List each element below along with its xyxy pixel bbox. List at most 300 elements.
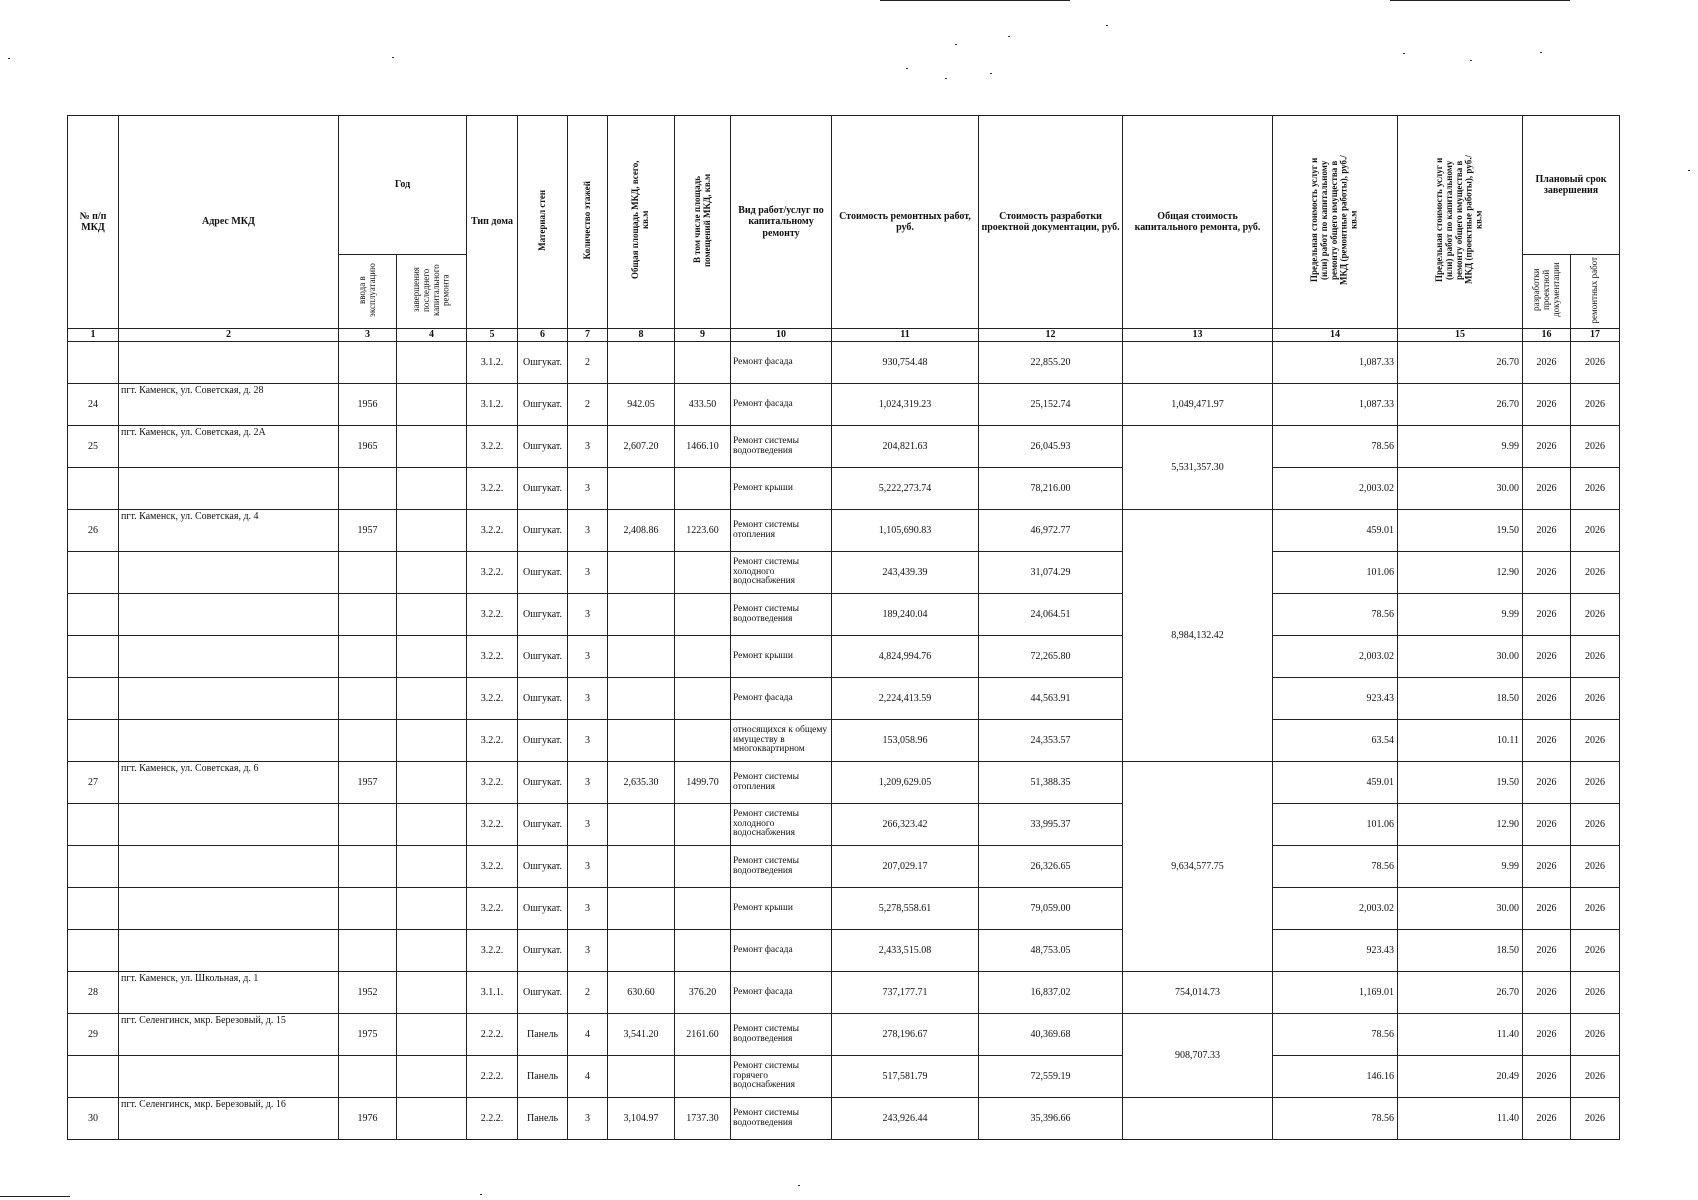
term-project-cell: 2026 xyxy=(1523,468,1571,510)
row-number-cell xyxy=(68,720,119,762)
limit-project-cell: 26.70 xyxy=(1398,342,1523,384)
table-row xyxy=(68,1098,1620,1140)
year-last-repair-cell xyxy=(397,636,467,678)
table-row xyxy=(68,342,1620,384)
wall-material-cell: Ошгукат. xyxy=(518,930,568,972)
total-area-cell: 2,635.30 xyxy=(608,762,675,804)
project-cost-cell: 72,265.80 xyxy=(979,636,1123,678)
term-project-cell: 2026 xyxy=(1523,1014,1571,1056)
term-project-cell: 2026 xyxy=(1523,804,1571,846)
total-area-cell xyxy=(608,342,675,384)
year-last-repair-cell xyxy=(397,384,467,426)
project-cost-cell: 46,972.77 xyxy=(979,510,1123,552)
table-row xyxy=(68,384,1620,426)
column-number: 14 xyxy=(1273,329,1398,342)
row-number-cell xyxy=(68,888,119,930)
premises-area-cell: 2161.60 xyxy=(675,1014,731,1056)
project-cost-cell: 78,216.00 xyxy=(979,468,1123,510)
total-area-cell xyxy=(608,888,675,930)
limit-repair-cell: 78.56 xyxy=(1273,594,1398,636)
project-cost-cell: 24,353.57 xyxy=(979,720,1123,762)
row-number-cell xyxy=(68,468,119,510)
year-commission-cell xyxy=(339,636,397,678)
limit-project-cell: 10.11 xyxy=(1398,720,1523,762)
limit-repair-cell: 2,003.02 xyxy=(1273,888,1398,930)
scan-speck xyxy=(798,1185,800,1186)
column-number: 1 xyxy=(68,329,119,342)
repair-cost-cell: 243,439.39 xyxy=(832,552,979,594)
address-cell xyxy=(119,1056,339,1098)
scan-speck xyxy=(8,58,10,59)
total-cost-cell xyxy=(1123,1098,1273,1140)
term-repair-cell: 2026 xyxy=(1571,384,1620,426)
limit-project-cell: 12.90 xyxy=(1398,552,1523,594)
address-cell xyxy=(119,342,339,384)
project-cost-cell: 16,837.02 xyxy=(979,972,1123,1014)
repair-cost-cell: 266,323.42 xyxy=(832,804,979,846)
house-type-cell: 3.2.2. xyxy=(467,510,518,552)
column-number: 2 xyxy=(119,329,339,342)
work-type-cell: Ремонт крыши xyxy=(731,888,832,930)
column-number: 3 xyxy=(339,329,397,342)
row-number-cell: 26 xyxy=(68,510,119,552)
scan-edge-line xyxy=(0,1196,70,1197)
limit-repair-cell: 2,003.02 xyxy=(1273,468,1398,510)
year-last-repair-cell xyxy=(397,930,467,972)
total-area-cell xyxy=(608,846,675,888)
repair-cost-cell: 2,433,515.08 xyxy=(832,930,979,972)
repair-cost-cell: 207,029.17 xyxy=(832,846,979,888)
row-number-cell: 24 xyxy=(68,384,119,426)
header-term-project: разработки проектной документации xyxy=(1523,255,1571,329)
limit-project-cell: 19.50 xyxy=(1398,510,1523,552)
work-type-cell: Ремонт системы водоотведения xyxy=(731,846,832,888)
total-area-cell xyxy=(608,678,675,720)
table-row xyxy=(68,720,1620,762)
term-project-cell: 2026 xyxy=(1523,342,1571,384)
work-type-cell: Ремонт системы отопления xyxy=(731,510,832,552)
term-repair-cell: 2026 xyxy=(1571,888,1620,930)
year-commission-cell: 1965 xyxy=(339,426,397,468)
floors-cell: 3 xyxy=(568,930,608,972)
term-repair-cell: 2026 xyxy=(1571,1056,1620,1098)
header-limit-project: Предельная стоимость услуг и (или) работ по капитальному ремонту общего имущества в МКД (проектные работы), руб./кв.м xyxy=(1398,116,1523,329)
term-repair-cell: 2026 xyxy=(1571,972,1620,1014)
house-type-cell: 3.2.2. xyxy=(467,804,518,846)
total-cost-cell: 908,707.33 xyxy=(1123,1014,1273,1098)
repair-cost-cell: 153,058.96 xyxy=(832,720,979,762)
term-project-cell: 2026 xyxy=(1523,552,1571,594)
wall-material-cell: Панель xyxy=(518,1014,568,1056)
scan-speck xyxy=(1403,53,1405,54)
address-cell xyxy=(119,468,339,510)
row-number-cell xyxy=(68,552,119,594)
project-cost-cell: 44,563.91 xyxy=(979,678,1123,720)
term-project-cell: 2026 xyxy=(1523,510,1571,552)
total-area-cell: 2,607.20 xyxy=(608,426,675,468)
limit-project-cell: 26.70 xyxy=(1398,384,1523,426)
scan-speck xyxy=(392,57,394,58)
wall-material-cell: Ошгукат. xyxy=(518,468,568,510)
column-number: 8 xyxy=(608,329,675,342)
floors-cell: 3 xyxy=(568,468,608,510)
floors-cell: 3 xyxy=(568,552,608,594)
work-type-cell: Ремонт крыши xyxy=(731,468,832,510)
header-row-number: № п/п МКД xyxy=(68,116,119,329)
limit-repair-cell: 78.56 xyxy=(1273,846,1398,888)
row-number-cell: 27 xyxy=(68,762,119,804)
capital-repair-table-wrap xyxy=(67,115,1619,1140)
premises-area-cell xyxy=(675,636,731,678)
year-commission-cell xyxy=(339,342,397,384)
scan-speck xyxy=(945,78,947,79)
year-last-repair-cell xyxy=(397,1098,467,1140)
term-repair-cell: 2026 xyxy=(1571,342,1620,384)
term-repair-cell: 2026 xyxy=(1571,426,1620,468)
house-type-cell: 3.1.1. xyxy=(467,972,518,1014)
limit-project-cell: 9.99 xyxy=(1398,846,1523,888)
column-number: 9 xyxy=(675,329,731,342)
repair-cost-cell: 737,177.71 xyxy=(832,972,979,1014)
year-last-repair-cell xyxy=(397,762,467,804)
project-cost-cell: 40,369.68 xyxy=(979,1014,1123,1056)
house-type-cell: 2.2.2. xyxy=(467,1056,518,1098)
wall-material-cell: Ошгукат. xyxy=(518,342,568,384)
total-area-cell: 3,541.20 xyxy=(608,1014,675,1056)
floors-cell: 3 xyxy=(568,720,608,762)
term-project-cell: 2026 xyxy=(1523,720,1571,762)
table-row xyxy=(68,804,1620,846)
wall-material-cell: Панель xyxy=(518,1056,568,1098)
wall-material-cell: Ошгукат. xyxy=(518,594,568,636)
floors-cell: 3 xyxy=(568,846,608,888)
house-type-cell: 3.1.2. xyxy=(467,342,518,384)
table-row xyxy=(68,762,1620,804)
column-number: 11 xyxy=(832,329,979,342)
work-type-cell: Ремонт системы холодного водоснабжения xyxy=(731,804,832,846)
total-cost-cell: 1,049,471.97 xyxy=(1123,384,1273,426)
limit-repair-cell: 101.06 xyxy=(1273,552,1398,594)
column-number: 7 xyxy=(568,329,608,342)
limit-project-cell: 12.90 xyxy=(1398,804,1523,846)
project-cost-cell: 79,059.00 xyxy=(979,888,1123,930)
house-type-cell: 2.2.2. xyxy=(467,1014,518,1056)
repair-cost-cell: 1,024,319.23 xyxy=(832,384,979,426)
work-type-cell: Ремонт фасада xyxy=(731,384,832,426)
house-type-cell: 3.2.2. xyxy=(467,762,518,804)
total-area-cell xyxy=(608,930,675,972)
repair-cost-cell: 2,224,413.59 xyxy=(832,678,979,720)
limit-repair-cell: 459.01 xyxy=(1273,762,1398,804)
term-project-cell: 2026 xyxy=(1523,888,1571,930)
term-project-cell: 2026 xyxy=(1523,1098,1571,1140)
limit-repair-cell: 459.01 xyxy=(1273,510,1398,552)
work-type-cell: Ремонт фасада xyxy=(731,972,832,1014)
wall-material-cell: Ошгукат. xyxy=(518,636,568,678)
table-row xyxy=(68,972,1620,1014)
limit-project-cell: 19.50 xyxy=(1398,762,1523,804)
project-cost-cell: 24,064.51 xyxy=(979,594,1123,636)
scan-edge-line xyxy=(880,0,1070,1)
limit-repair-cell: 923.43 xyxy=(1273,678,1398,720)
year-commission-cell: 1957 xyxy=(339,762,397,804)
table-row xyxy=(68,678,1620,720)
work-type-cell: Ремонт системы отопления xyxy=(731,762,832,804)
capital-repair-table xyxy=(67,115,1620,1140)
table-row xyxy=(68,846,1620,888)
table-row xyxy=(68,888,1620,930)
floors-cell: 3 xyxy=(568,594,608,636)
total-area-cell xyxy=(608,468,675,510)
wall-material-cell: Ошгукат. xyxy=(518,972,568,1014)
term-project-cell: 2026 xyxy=(1523,1056,1571,1098)
project-cost-cell: 26,045.93 xyxy=(979,426,1123,468)
column-number: 13 xyxy=(1123,329,1273,342)
header-total-area: Общая площадь МКД, всего, кв.м xyxy=(608,116,675,329)
floors-cell: 3 xyxy=(568,510,608,552)
row-number-cell xyxy=(68,1056,119,1098)
header-limit-repair: Предельная стоимость услуг и (или) работ по капитальному ремонту общего имущества в МКД (ремонтные работы), руб./кв.м xyxy=(1273,116,1398,329)
table-row xyxy=(68,930,1620,972)
premises-area-cell xyxy=(675,1056,731,1098)
work-type-cell: относящихся к общему имуществу в многоквартирном xyxy=(731,720,832,762)
premises-area-cell xyxy=(675,930,731,972)
house-type-cell: 3.1.2. xyxy=(467,384,518,426)
term-repair-cell: 2026 xyxy=(1571,468,1620,510)
repair-cost-cell: 5,222,273.74 xyxy=(832,468,979,510)
table-body xyxy=(68,342,1620,1140)
work-type-cell: Ремонт системы холодного водоснабжения xyxy=(731,552,832,594)
term-project-cell: 2026 xyxy=(1523,678,1571,720)
project-cost-cell: 22,855.20 xyxy=(979,342,1123,384)
project-cost-cell: 35,396.66 xyxy=(979,1098,1123,1140)
year-commission-cell xyxy=(339,930,397,972)
row-number-cell: 25 xyxy=(68,426,119,468)
premises-area-cell: 1466.10 xyxy=(675,426,731,468)
address-cell xyxy=(119,930,339,972)
floors-cell: 3 xyxy=(568,636,608,678)
term-repair-cell: 2026 xyxy=(1571,636,1620,678)
year-commission-cell: 1957 xyxy=(339,510,397,552)
wall-material-cell: Ошгукат. xyxy=(518,552,568,594)
year-last-repair-cell xyxy=(397,972,467,1014)
term-repair-cell: 2026 xyxy=(1571,552,1620,594)
premises-area-cell xyxy=(675,888,731,930)
table-header xyxy=(68,116,1620,342)
header-premises-area: В том числе площадь помещений МКД, кв.м xyxy=(675,116,731,329)
premises-area-cell xyxy=(675,594,731,636)
limit-project-cell: 26.70 xyxy=(1398,972,1523,1014)
limit-project-cell: 18.50 xyxy=(1398,930,1523,972)
wall-material-cell: Ошгукат. xyxy=(518,384,568,426)
house-type-cell: 3.2.2. xyxy=(467,720,518,762)
year-commission-cell: 1952 xyxy=(339,972,397,1014)
limit-project-cell: 30.00 xyxy=(1398,636,1523,678)
header-house-type: Тип дома xyxy=(467,116,518,329)
total-area-cell xyxy=(608,720,675,762)
limit-repair-cell: 78.56 xyxy=(1273,1098,1398,1140)
house-type-cell: 3.2.2. xyxy=(467,888,518,930)
address-cell xyxy=(119,888,339,930)
year-last-repair-cell xyxy=(397,846,467,888)
limit-repair-cell: 2,003.02 xyxy=(1273,636,1398,678)
repair-cost-cell: 278,196.67 xyxy=(832,1014,979,1056)
work-type-cell: Ремонт системы горячего водоснабжения xyxy=(731,1056,832,1098)
total-area-cell: 3,104.97 xyxy=(608,1098,675,1140)
floors-cell: 3 xyxy=(568,678,608,720)
address-cell: пгт. Каменск, ул. Советская, д. 2А xyxy=(119,426,339,468)
floors-cell: 3 xyxy=(568,426,608,468)
row-number-cell xyxy=(68,636,119,678)
header-year: Год xyxy=(339,116,467,255)
column-number: 6 xyxy=(518,329,568,342)
wall-material-cell: Ошгукат. xyxy=(518,804,568,846)
year-last-repair-cell xyxy=(397,678,467,720)
total-area-cell xyxy=(608,594,675,636)
year-commission-cell xyxy=(339,552,397,594)
term-project-cell: 2026 xyxy=(1523,930,1571,972)
address-cell: пгт. Селенгинск, мкр. Березовый, д. 16 xyxy=(119,1098,339,1140)
limit-project-cell: 18.50 xyxy=(1398,678,1523,720)
header-year-last-repair: завершения последнего капитального ремонта xyxy=(397,255,467,329)
total-cost-cell: 5,531,357.30 xyxy=(1123,426,1273,510)
header-wall-material: Материал стен xyxy=(518,116,568,329)
term-project-cell: 2026 xyxy=(1523,846,1571,888)
limit-repair-cell: 63.54 xyxy=(1273,720,1398,762)
premises-area-cell xyxy=(675,678,731,720)
floors-cell: 4 xyxy=(568,1056,608,1098)
term-project-cell: 2026 xyxy=(1523,972,1571,1014)
house-type-cell: 3.2.2. xyxy=(467,678,518,720)
term-repair-cell: 2026 xyxy=(1571,762,1620,804)
year-last-repair-cell xyxy=(397,1014,467,1056)
row-number-cell xyxy=(68,846,119,888)
row-number-cell xyxy=(68,804,119,846)
row-number-cell xyxy=(68,930,119,972)
scan-speck xyxy=(1470,60,1472,61)
wall-material-cell: Ошгукат. xyxy=(518,678,568,720)
work-type-cell: Ремонт фасада xyxy=(731,930,832,972)
header-year-commission: ввода в эксплуатацию xyxy=(339,255,397,329)
limit-repair-cell: 78.56 xyxy=(1273,426,1398,468)
row-number-cell xyxy=(68,342,119,384)
floors-cell: 3 xyxy=(568,888,608,930)
term-repair-cell: 2026 xyxy=(1571,1098,1620,1140)
year-last-repair-cell xyxy=(397,720,467,762)
scan-speck xyxy=(1008,36,1010,37)
limit-repair-cell: 146.16 xyxy=(1273,1056,1398,1098)
premises-area-cell: 1223.60 xyxy=(675,510,731,552)
address-cell xyxy=(119,678,339,720)
house-type-cell: 3.2.2. xyxy=(467,636,518,678)
column-number: 12 xyxy=(979,329,1123,342)
wall-material-cell: Ошгукат. xyxy=(518,846,568,888)
repair-cost-cell: 1,105,690.83 xyxy=(832,510,979,552)
limit-project-cell: 9.99 xyxy=(1398,594,1523,636)
work-type-cell: Ремонт системы водоотведения xyxy=(731,1098,832,1140)
wall-material-cell: Ошгукат. xyxy=(518,888,568,930)
column-number: 16 xyxy=(1523,329,1571,342)
term-project-cell: 2026 xyxy=(1523,384,1571,426)
row-number-cell: 28 xyxy=(68,972,119,1014)
limit-repair-cell: 78.56 xyxy=(1273,1014,1398,1056)
header-planned-term: Плановый срок завершения xyxy=(1523,116,1620,255)
column-number: 5 xyxy=(467,329,518,342)
header-total-cost: Общая стоимость капитального ремонта, руб. xyxy=(1123,116,1273,329)
term-project-cell: 2026 xyxy=(1523,762,1571,804)
header-column-numbers xyxy=(68,329,1620,342)
term-project-cell: 2026 xyxy=(1523,636,1571,678)
scan-speck xyxy=(990,73,992,74)
year-commission-cell xyxy=(339,1056,397,1098)
scan-speck xyxy=(906,68,908,69)
repair-cost-cell: 517,581.79 xyxy=(832,1056,979,1098)
limit-repair-cell: 1,087.33 xyxy=(1273,384,1398,426)
work-type-cell: Ремонт системы водоотведения xyxy=(731,426,832,468)
column-number: 17 xyxy=(1571,329,1620,342)
work-type-cell: Ремонт фасада xyxy=(731,678,832,720)
table-row xyxy=(68,468,1620,510)
year-commission-cell: 1956 xyxy=(339,384,397,426)
term-repair-cell: 2026 xyxy=(1571,594,1620,636)
table-row xyxy=(68,552,1620,594)
scan-speck xyxy=(955,44,957,45)
header-project-cost: Стоимость разработки проектной документации, руб. xyxy=(979,116,1123,329)
limit-repair-cell: 923.43 xyxy=(1273,930,1398,972)
total-area-cell: 630.60 xyxy=(608,972,675,1014)
floors-cell: 4 xyxy=(568,1014,608,1056)
header-term-repair: ремонтных работ xyxy=(1571,255,1620,329)
wall-material-cell: Ошгукат. xyxy=(518,762,568,804)
year-commission-cell xyxy=(339,594,397,636)
total-area-cell: 942.05 xyxy=(608,384,675,426)
repair-cost-cell: 243,926.44 xyxy=(832,1098,979,1140)
total-cost-cell: 8,984,132.42 xyxy=(1123,510,1273,762)
house-type-cell: 3.2.2. xyxy=(467,552,518,594)
year-last-repair-cell xyxy=(397,468,467,510)
year-last-repair-cell xyxy=(397,888,467,930)
total-cost-cell: 9,634,577.75 xyxy=(1123,762,1273,972)
year-commission-cell: 1976 xyxy=(339,1098,397,1140)
repair-cost-cell: 189,240.04 xyxy=(832,594,979,636)
year-last-repair-cell xyxy=(397,342,467,384)
total-cost-cell: 754,014.73 xyxy=(1123,972,1273,1014)
limit-project-cell: 20.49 xyxy=(1398,1056,1523,1098)
table-row xyxy=(68,1014,1620,1056)
project-cost-cell: 33,995.37 xyxy=(979,804,1123,846)
work-type-cell: Ремонт фасада xyxy=(731,342,832,384)
header-repair-cost: Стоимость ремонтных работ, руб. xyxy=(832,116,979,329)
year-last-repair-cell xyxy=(397,552,467,594)
term-repair-cell: 2026 xyxy=(1571,930,1620,972)
header-work-type: Вид работ/услуг по капитальному ремонту xyxy=(731,116,832,329)
wall-material-cell: Ошгукат. xyxy=(518,510,568,552)
limit-project-cell: 30.00 xyxy=(1398,888,1523,930)
year-commission-cell xyxy=(339,888,397,930)
address-cell: пгт. Каменск, ул. Советская, д. 6 xyxy=(119,762,339,804)
address-cell: пгт. Каменск, ул. Советская, д. 28 xyxy=(119,384,339,426)
project-cost-cell: 26,326.65 xyxy=(979,846,1123,888)
row-number-cell: 30 xyxy=(68,1098,119,1140)
row-number-cell xyxy=(68,594,119,636)
house-type-cell: 3.2.2. xyxy=(467,846,518,888)
total-area-cell xyxy=(608,1056,675,1098)
premises-area-cell xyxy=(675,342,731,384)
header-floors: Количество этажей xyxy=(568,116,608,329)
address-cell xyxy=(119,552,339,594)
address-cell xyxy=(119,636,339,678)
address-cell: пгт. Каменск, ул. Школьная, д. 1 xyxy=(119,972,339,1014)
